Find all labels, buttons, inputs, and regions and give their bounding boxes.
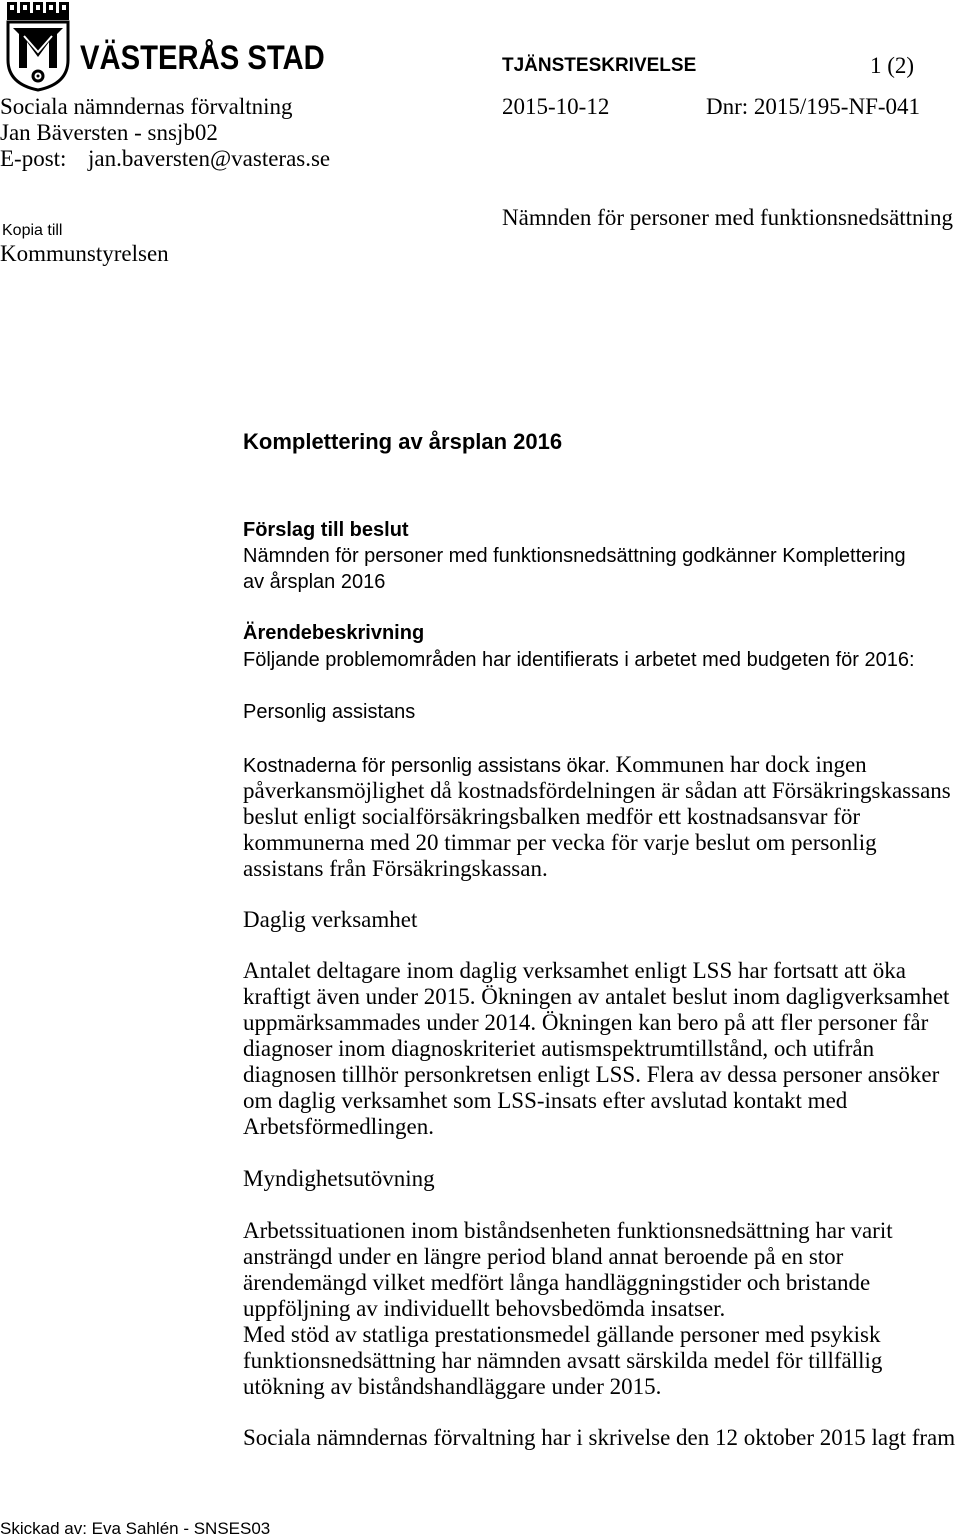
paragraph-line: kraftigt även under 2015. Ökningen av antalet beslut inom dagligverksamhet bbox=[243, 984, 950, 1009]
document-date: 2015-10-12 bbox=[502, 94, 610, 119]
section-heading-personlig-assistans: Personlig assistans bbox=[243, 701, 416, 723]
paragraph-line: påverkansmöjlighet då kostnadsfördelningen är sådan att Försäkringskassans bbox=[243, 778, 951, 803]
section-heading-myndighetsutovning: Myndighetsutövning bbox=[243, 1166, 435, 1191]
paragraph-line: funktionsnedsättning har nämnden avsatt särskilda medel för tillfällig bbox=[243, 1348, 883, 1373]
paragraph-line: Antalet deltagare inom daglig verksamhet enligt LSS har fortsatt att öka bbox=[243, 958, 906, 983]
paragraph-myndighetsutovning bbox=[243, 1218, 960, 1400]
department: Sociala nämndernas förvaltning bbox=[0, 94, 293, 119]
document-title: Komplettering av årsplan 2016 bbox=[243, 429, 563, 454]
copy-label: Kopia till bbox=[2, 222, 63, 239]
description-intro: Följande problemområden har identifierats i arbetet med budgeten för 2016: bbox=[243, 649, 915, 671]
email-label: E-post: bbox=[0, 146, 67, 171]
footer-sent-by: Skickad av: Eva Sahlén - SNSES03 bbox=[0, 1519, 271, 1538]
paragraph-line: uppföljning av individuellt behovsbedömda insatser. bbox=[243, 1296, 726, 1321]
paragraph-line: diagnoser inom diagnoskriteriet autismspektrumtillstånd, och utifrån bbox=[243, 1036, 875, 1061]
paragraph-line: Arbetsförmedlingen. bbox=[243, 1114, 434, 1139]
paragraph-line bbox=[243, 752, 960, 778]
paragraph-line: om daglig verksamhet som LSS-insats efter avslutad kontakt med bbox=[243, 1088, 848, 1113]
email-address: jan.baversten@vasteras.se bbox=[88, 146, 331, 171]
page-number: 1 (2) bbox=[870, 53, 915, 78]
proposal-line: Nämnden för personer med funktionsnedsättning godkänner Komplettering bbox=[243, 545, 906, 567]
paragraph-lead: Kostnaderna för personlig assistans ökar. bbox=[243, 755, 610, 777]
proposal-heading: Förslag till beslut bbox=[243, 519, 409, 541]
description-heading: Ärendebeskrivning bbox=[243, 622, 425, 644]
diary-number: Dnr: 2015/195-NF-041 bbox=[706, 94, 921, 119]
proposal-line: av årsplan 2016 bbox=[243, 571, 386, 593]
recipient: Nämnden för personer med funktionsnedsättning bbox=[502, 205, 953, 230]
document-type: TJÄNSTESKRIVELSE bbox=[502, 55, 697, 76]
copy-recipient: Kommunstyrelsen bbox=[0, 241, 169, 266]
paragraph-line: Med stöd av statliga prestationsmedel gällande personer med psykisk bbox=[243, 1322, 881, 1347]
paragraph-line: diagnosen tillhör personkretsen enligt LSS. Flera av dessa personer ansöker bbox=[243, 1062, 940, 1087]
closing-line: Sociala nämndernas förvaltning har i skrivelse den 12 oktober 2015 lagt fram bbox=[243, 1425, 956, 1450]
paragraph-text: Kommunen har dock ingen bbox=[615, 752, 867, 777]
paragraph-line: ansträngd under en längre period bland annat beroende på en stor bbox=[243, 1244, 844, 1269]
paragraph-line: beslut enligt socialförsäkringsbalken medför ett kostnadsansvar för bbox=[243, 804, 861, 829]
logo-wordmark: VÄSTERÅS STAD bbox=[80, 39, 325, 77]
paragraph-line: uppmärksammades under 2014. Ökningen kan bero på att fler personer får bbox=[243, 1010, 929, 1035]
paragraph-line: utökning av biståndshandläggare under 2015. bbox=[243, 1374, 662, 1399]
paragraph-line: Arbetssituationen inom biståndsenheten funktionsnedsättning har varit bbox=[243, 1218, 893, 1243]
paragraph-daglig-verksamhet bbox=[243, 958, 960, 1140]
paragraph-personlig-assistans bbox=[243, 752, 960, 882]
paragraph-line: ärendemängd vilket medfört långa handläggningstider och bristande bbox=[243, 1270, 871, 1295]
paragraph-line: assistans från Försäkringskassan. bbox=[243, 856, 548, 881]
author: Jan Bäversten - snsjb02 bbox=[0, 120, 218, 145]
coat-of-arms-icon bbox=[4, 0, 72, 92]
paragraph-line: kommunerna med 20 timmar per vecka för varje beslut om personlig bbox=[243, 830, 877, 855]
section-heading-daglig-verksamhet: Daglig verksamhet bbox=[243, 907, 418, 932]
